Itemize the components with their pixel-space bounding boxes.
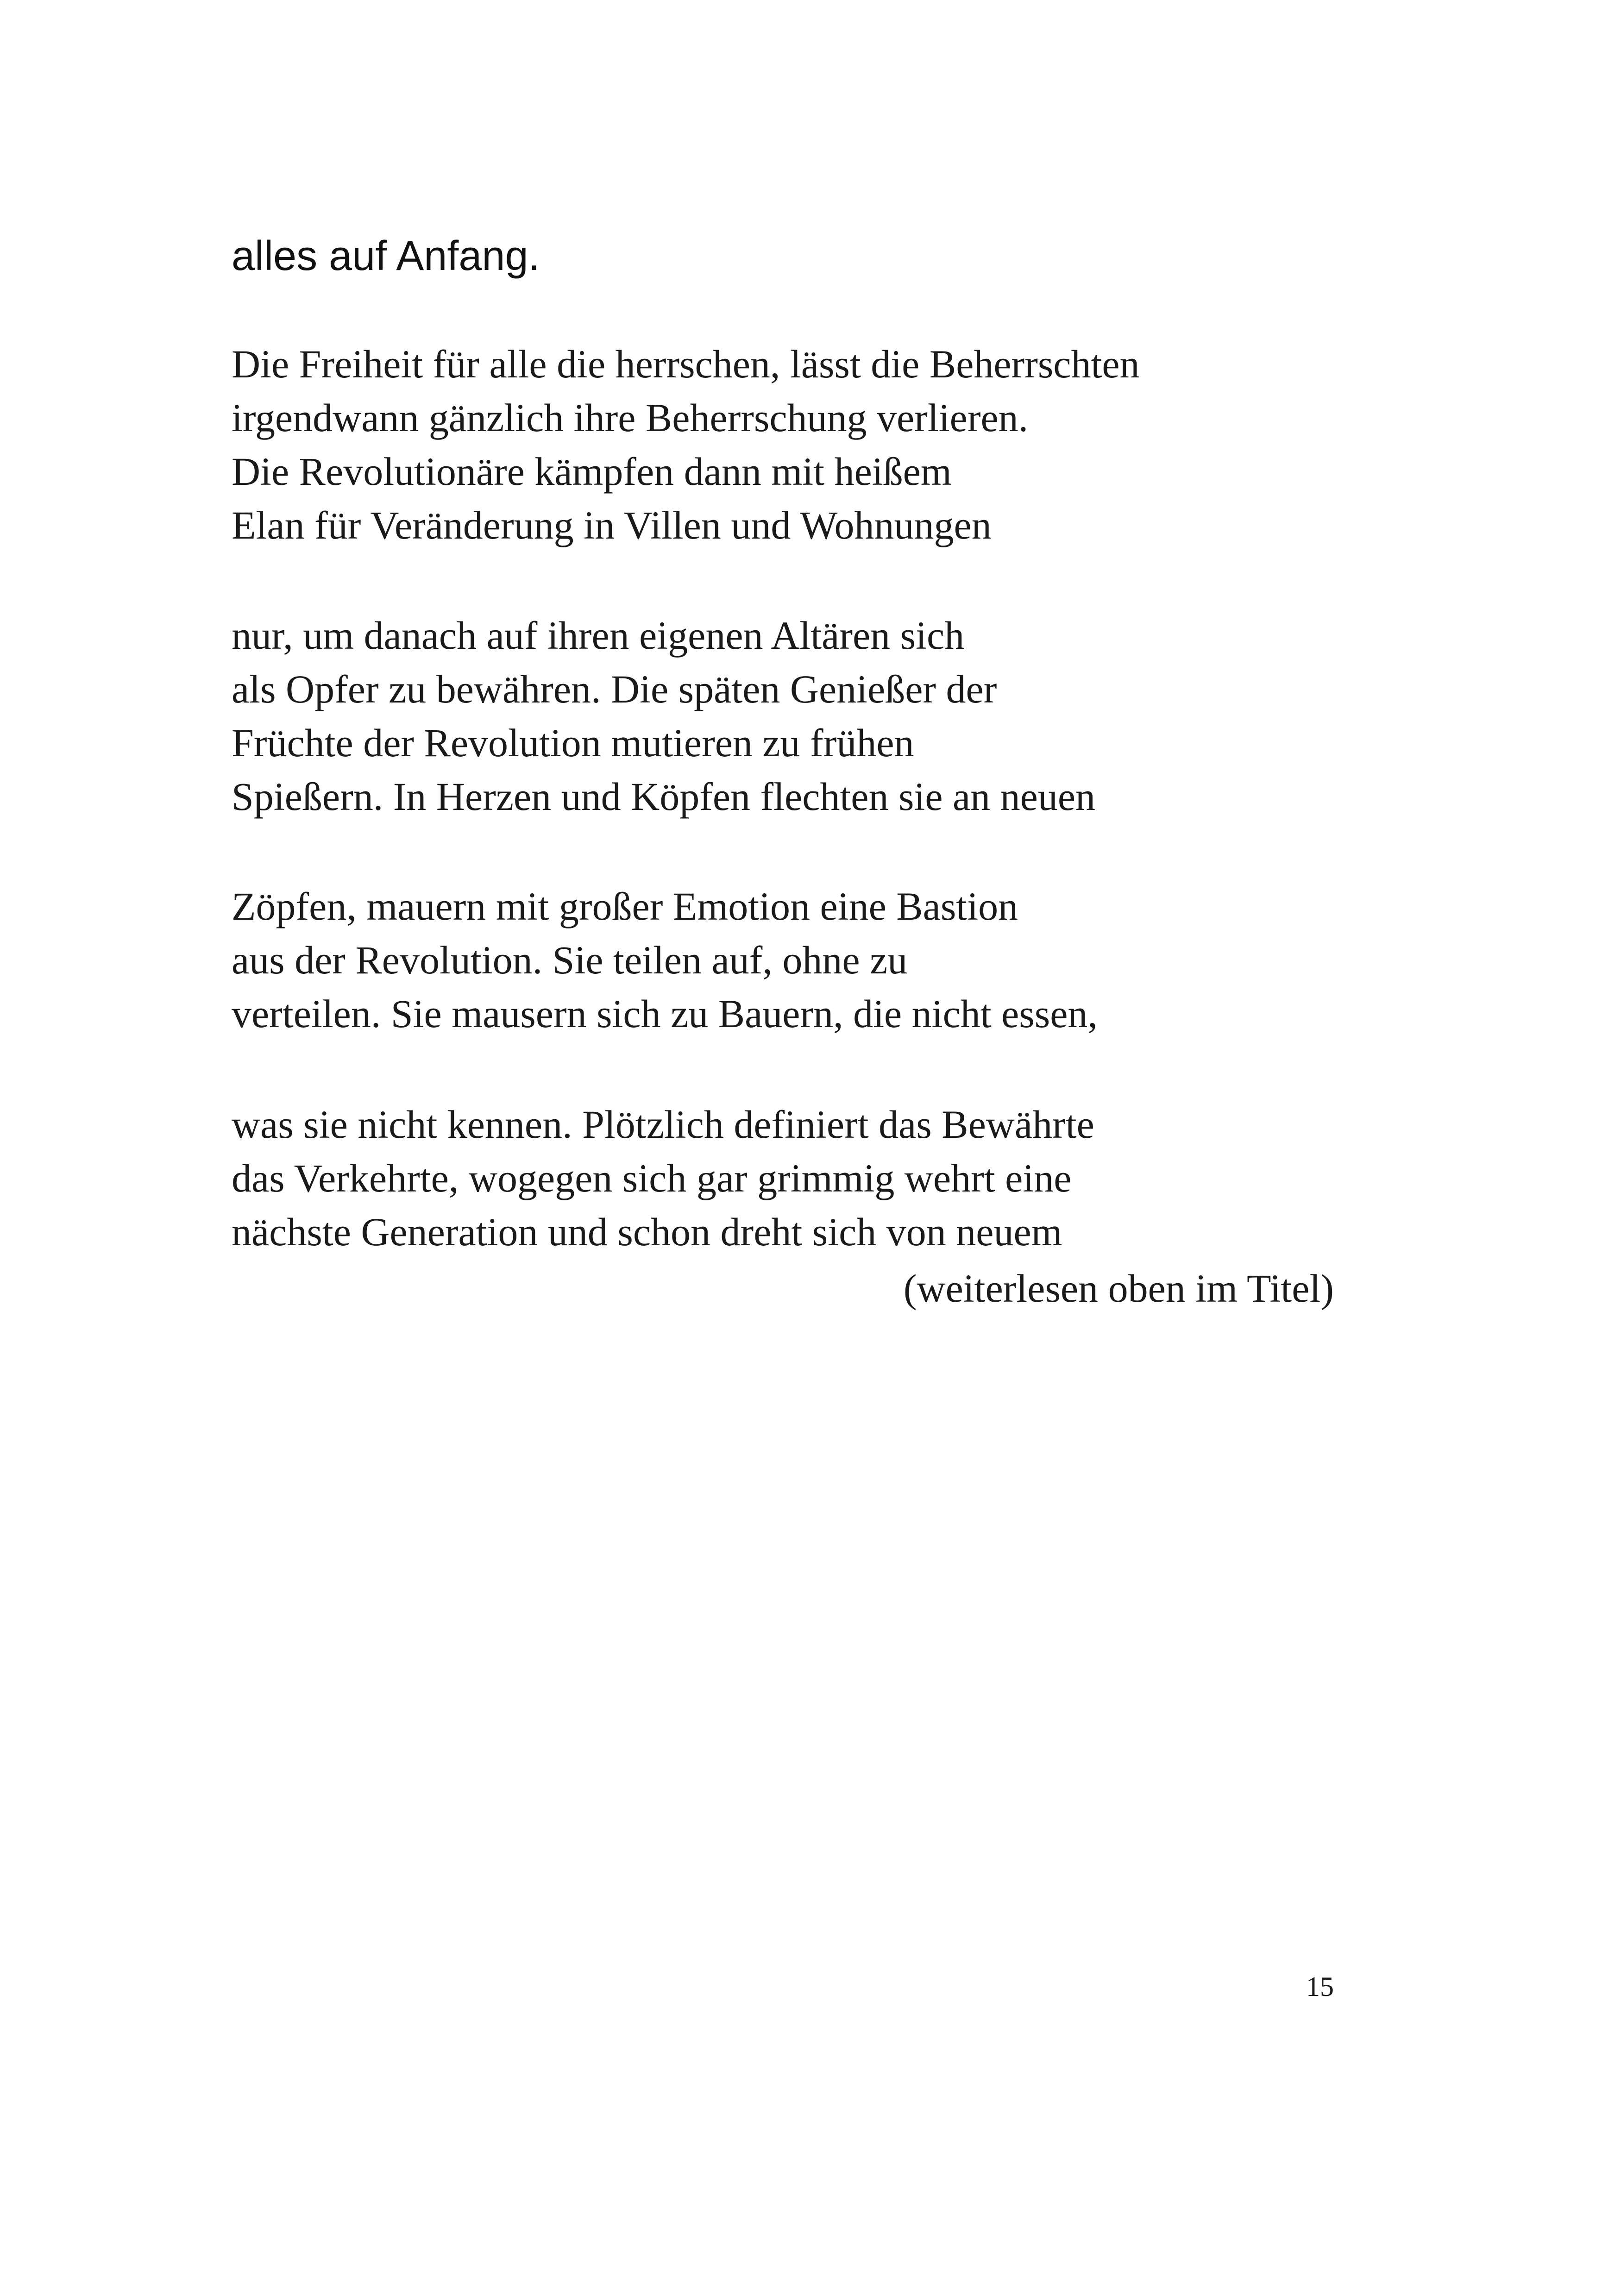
poem-line: nur, um danach auf ihren eigenen Altären sich [232, 613, 965, 658]
poem-line: das Verkehrte, wogegen sich gar grimmig wehrt eine [232, 1156, 1072, 1200]
stanza-3 [232, 879, 1334, 1041]
poem-line: Die Revolutionäre kämpfen dann mit heißem [232, 449, 952, 494]
poem-line: nächste Generation und schon dreht sich von neuem [232, 1210, 1062, 1254]
poem-line: irgendwann gänzlich ihre Beherrschung verlieren. [232, 395, 1029, 440]
poem-line: Die Freiheit für alle die herrschen, lässt die Beherrschten [232, 342, 1140, 386]
page-number: 15 [1306, 1971, 1334, 2002]
poem-line: Zöpfen, mauern mit großer Emotion eine Bastion [232, 884, 1018, 928]
poem-title: alles auf Anfang. [232, 233, 540, 279]
poem-line: Elan für Veränderung in Villen und Wohnungen [232, 503, 992, 547]
poem-line: was sie nicht kennen. Plötzlich definiert das Bewährte [232, 1102, 1094, 1147]
poem-line: aus der Revolution. Sie teilen auf, ohne zu [232, 938, 908, 982]
stanza-2 [232, 609, 1334, 823]
stanza-1 [232, 337, 1334, 552]
poem-line: verteilen. Sie mausern sich zu Bauern, die nicht essen, [232, 991, 1098, 1036]
continue-reading-note: (weiterlesen oben im Titel) [903, 1266, 1334, 1311]
poem-line: Früchte der Revolution mutieren zu frühen [232, 721, 914, 765]
poem-line: als Opfer zu bewähren. Die späten Genießer der [232, 667, 997, 711]
poem-line: Spießern. In Herzen und Köpfen flechten sie an neuen [232, 774, 1095, 819]
stanza-4 [232, 1098, 1334, 1259]
